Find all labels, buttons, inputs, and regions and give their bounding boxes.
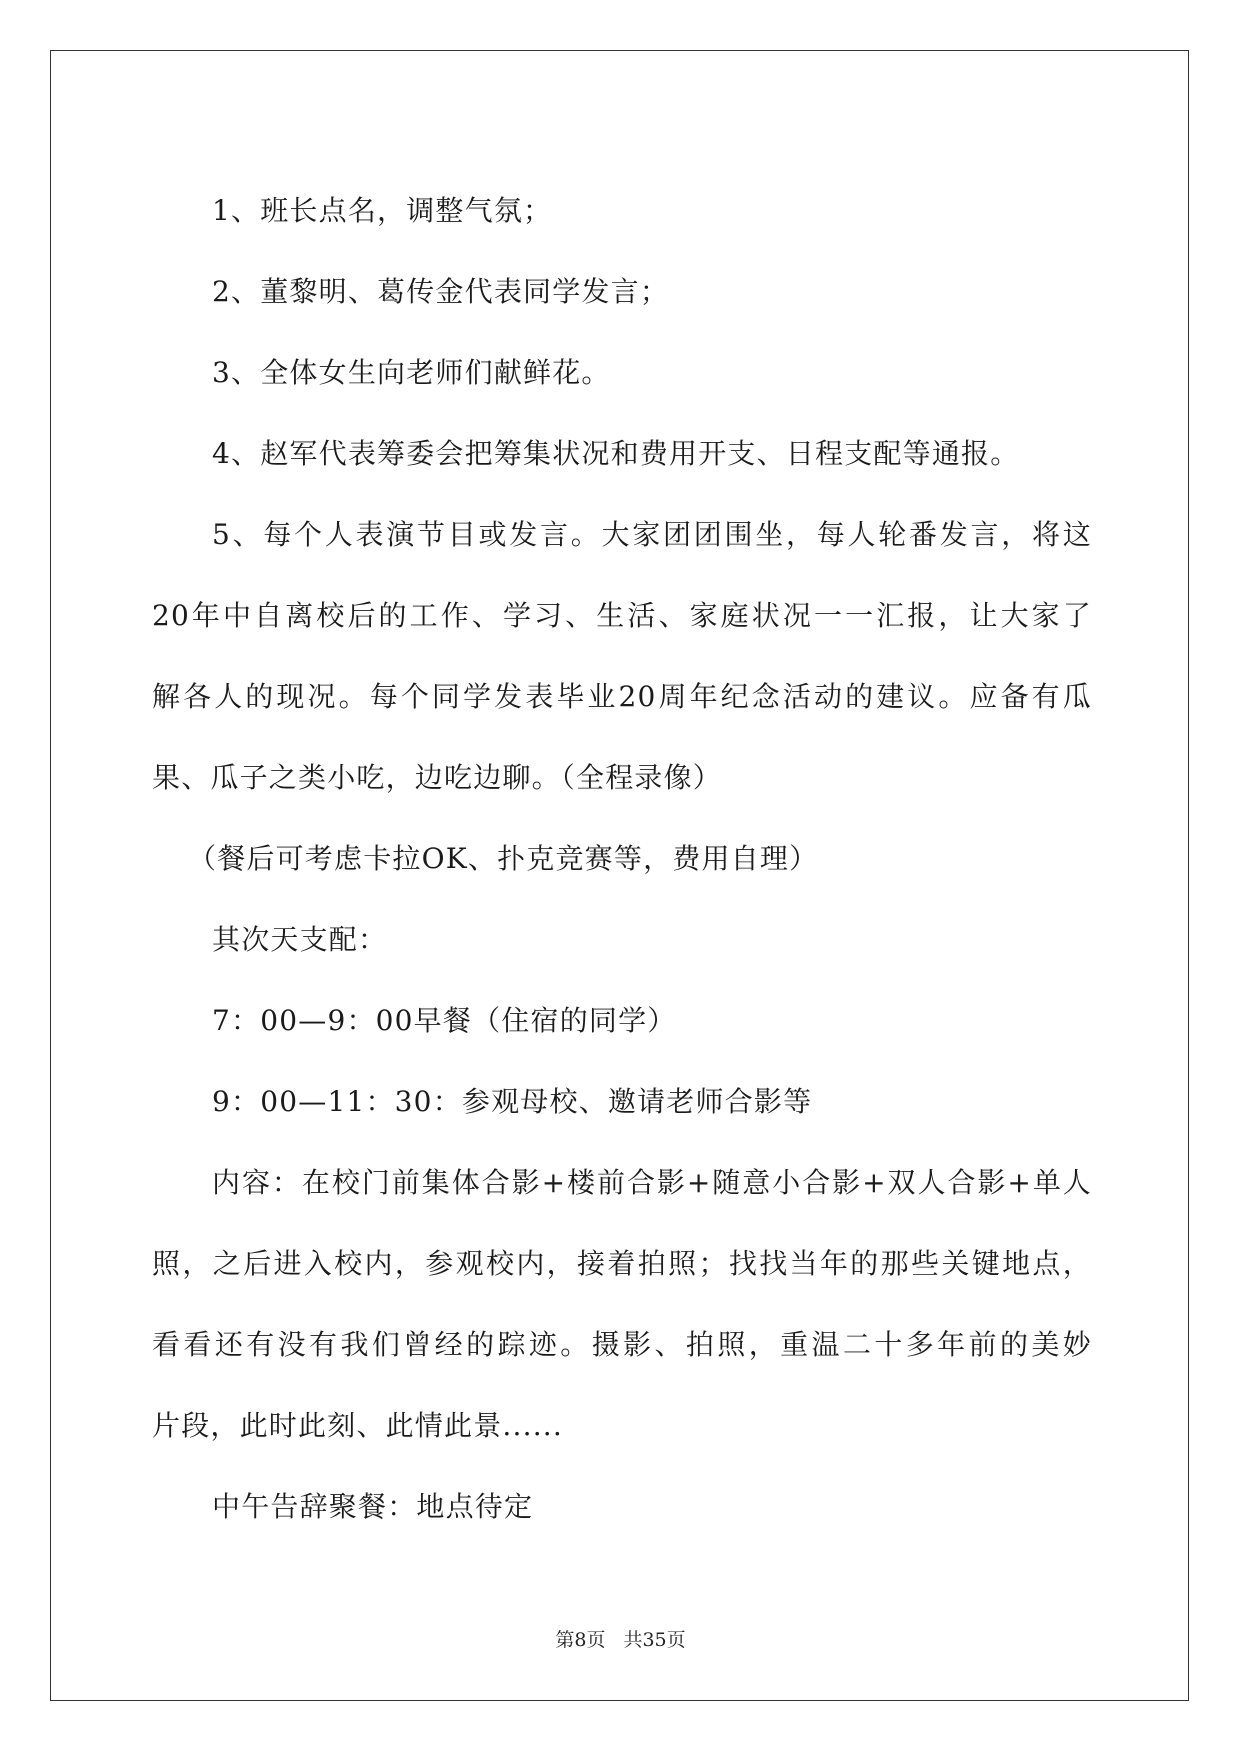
page-number: 第8页 — [555, 1629, 606, 1651]
paragraph-item-5-cont-2: 解各人的现况。每个同学发表毕业20周年纪念活动的建议。应备有瓜 — [152, 680, 1092, 713]
page-total: 共35页 — [623, 1629, 686, 1651]
paragraph-schedule-breakfast: 7：00—9：00早餐（住宿的同学） — [212, 1004, 677, 1037]
document-body — [152, 170, 1092, 1547]
paragraph-note: （餐后可考虑卡拉OK、扑克竞赛等，费用自理） — [188, 842, 819, 875]
paragraph-content-cont-3: 片段，此时此刻、此情此景...... — [152, 1409, 564, 1442]
paragraph-content-cont-1: 照，之后进入校内，参观校内，接着拍照；找找当年的那些关键地点， — [152, 1247, 1092, 1280]
paragraph-item-5-cont-1: 20年中自离校后的工作、学习、生活、家庭状况一一汇报，让大家了 — [152, 599, 1092, 632]
paragraph-item-2: 2、董黎明、葛传金代表同学发言； — [212, 275, 670, 308]
paragraph-item-5: 5、每个人表演节目或发言。大家团团围坐，每人轮番发言，将这 — [212, 518, 1092, 551]
paragraph-day2-heading: 其次天支配： — [212, 923, 388, 956]
page-footer — [0, 1625, 1241, 1652]
paragraph-lunch: 中午告辞聚餐：地点待定 — [212, 1490, 534, 1523]
paragraph-content-cont-2: 看看还有没有我们曾经的踪迹。摄影、拍照，重温二十多年前的美妙 — [152, 1328, 1092, 1361]
paragraph-item-4: 4、赵军代表筹委会把筹集状况和费用开支、日程支配等通报。 — [212, 437, 1020, 470]
paragraph-item-1: 1、班长点名，调整气氛； — [212, 194, 553, 227]
paragraph-content: 内容：在校门前集体合影+楼前合影+随意小合影+双人合影+单人 — [212, 1166, 1092, 1199]
paragraph-schedule-visit: 9：00—11：30：参观母校、邀请老师合影等 — [212, 1085, 813, 1118]
paragraph-item-3: 3、全体女生向老师们献鲜花。 — [212, 356, 611, 389]
paragraph-item-5-cont-3: 果、瓜子之类小吃，边吃边聊。（全程录像） — [152, 761, 723, 794]
